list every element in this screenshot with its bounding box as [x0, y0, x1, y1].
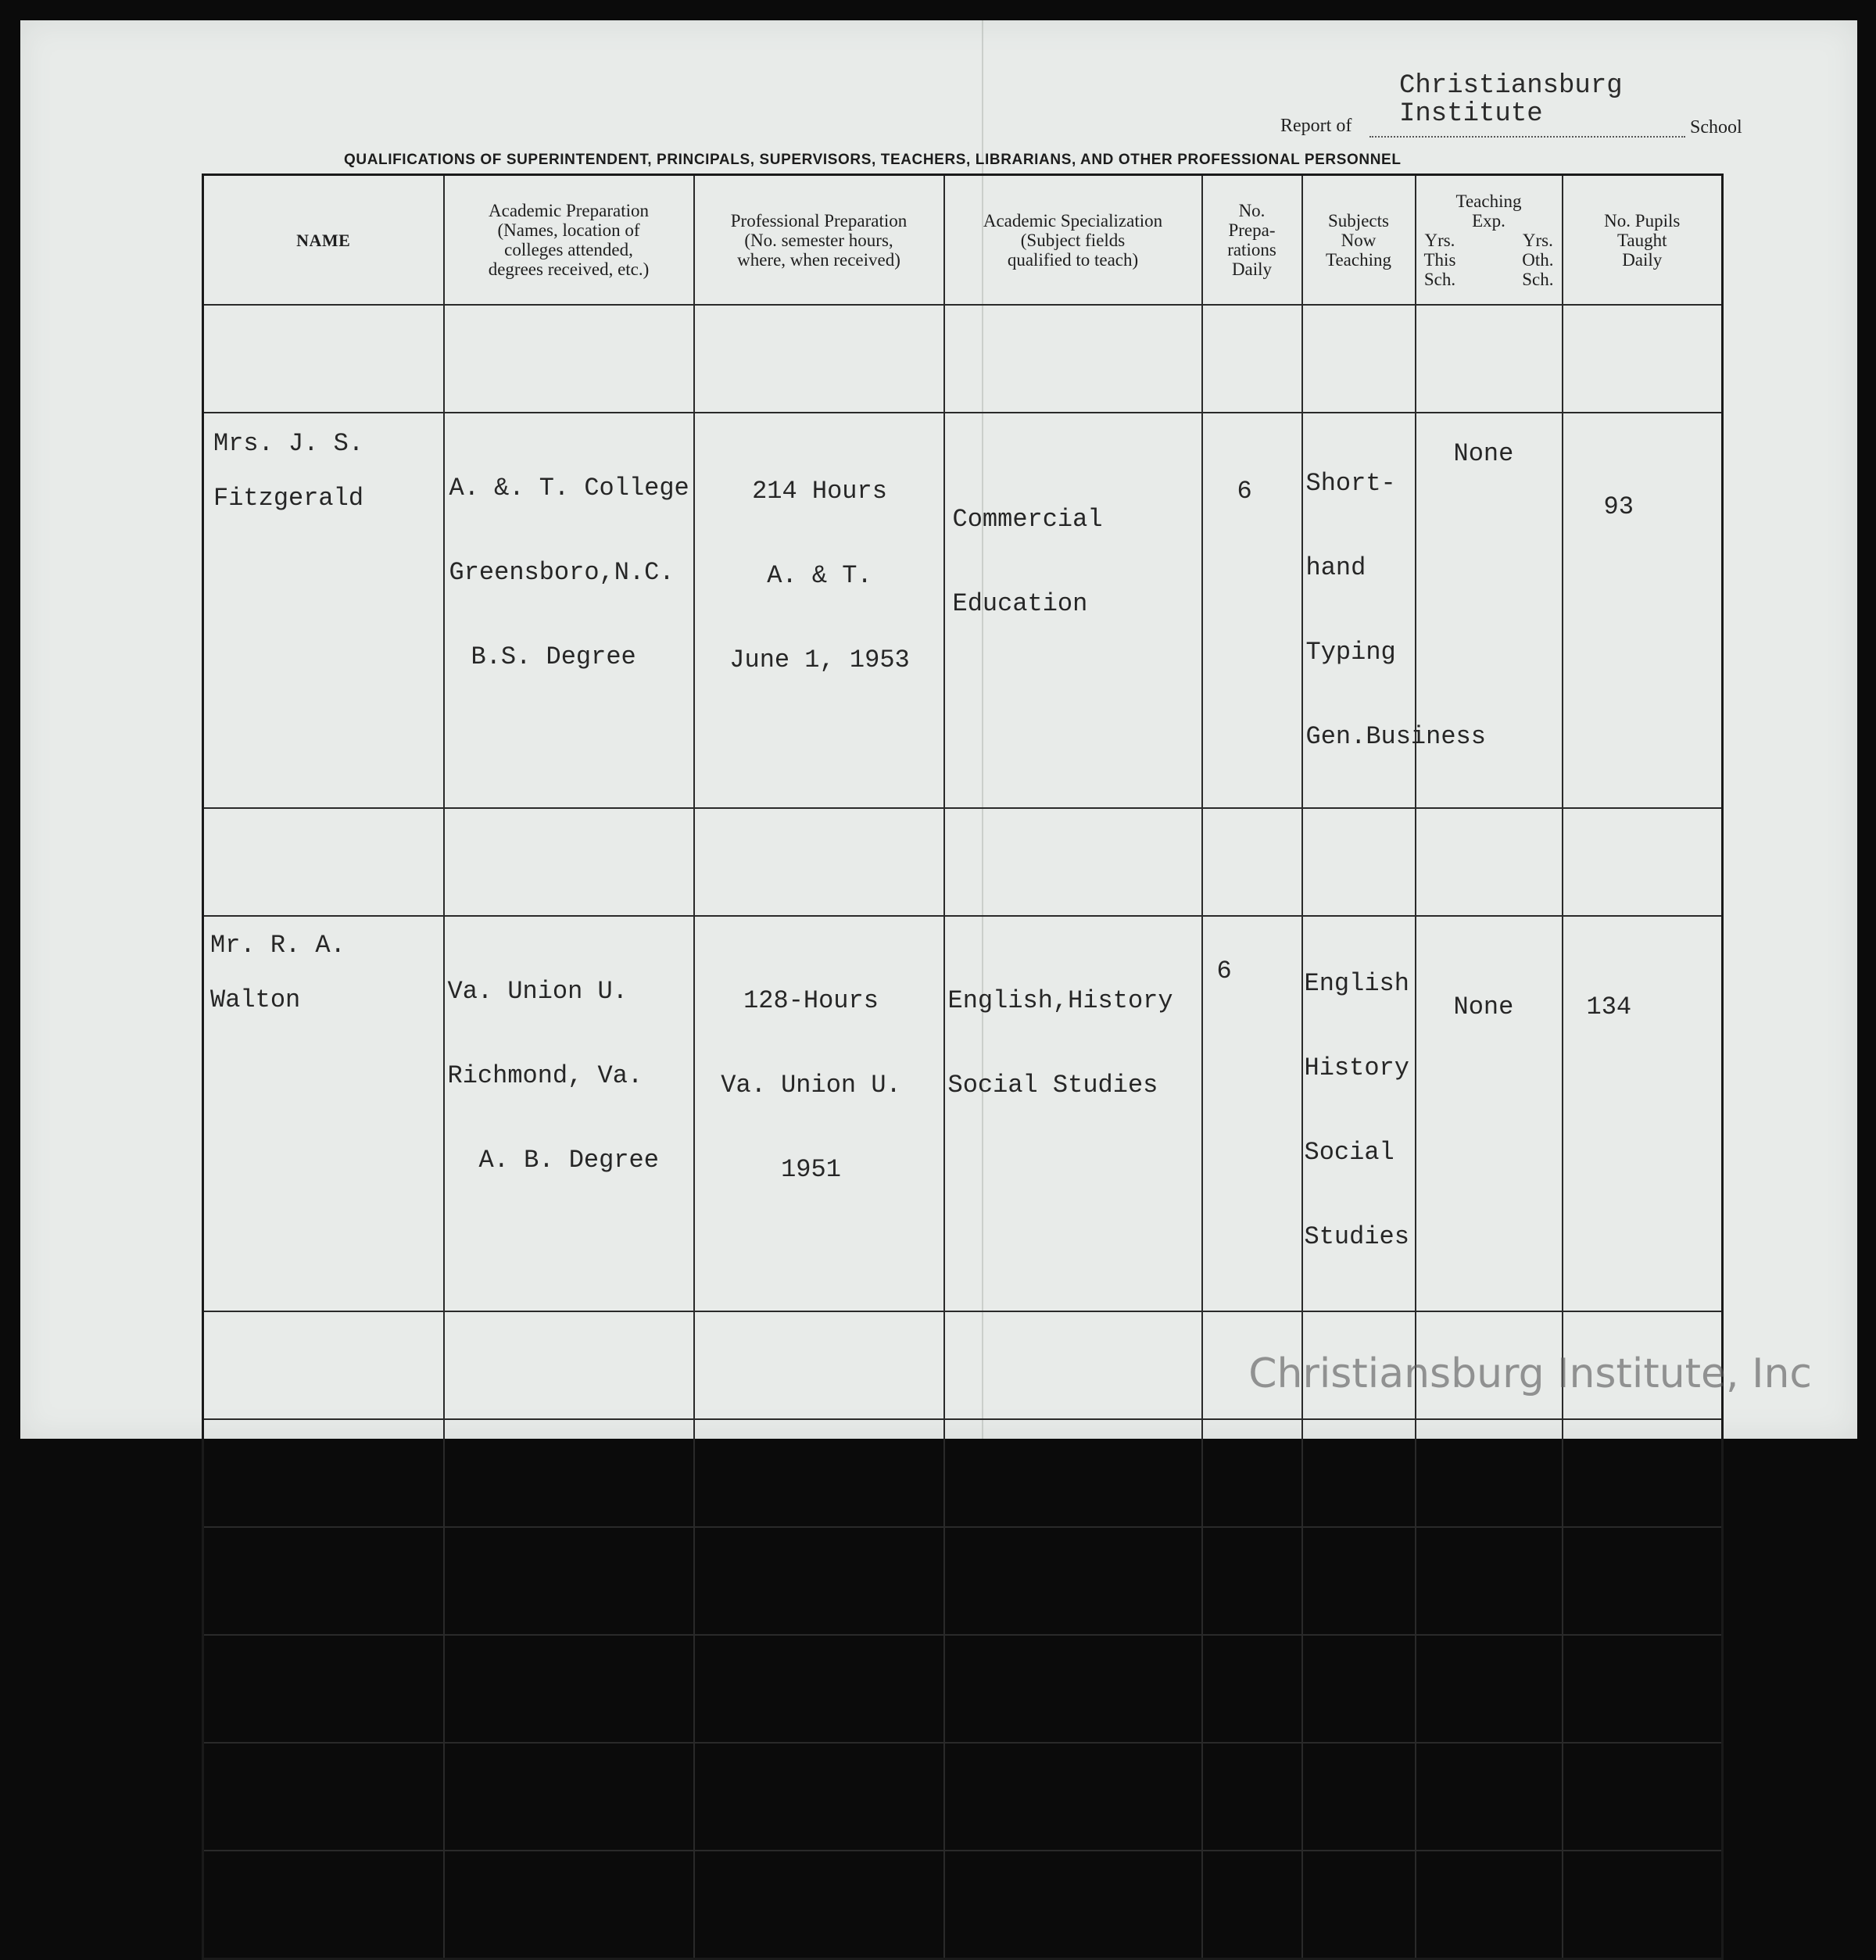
table-cell — [694, 1419, 944, 1527]
watermark: Christiansburg Institute, Inc — [1248, 1350, 1812, 1397]
teaching-exp-value: None — [1453, 439, 1514, 468]
header-row — [203, 175, 1723, 306]
header-line: Daily — [1622, 249, 1663, 270]
col-professional-header — [694, 175, 944, 306]
name-cell — [203, 413, 444, 808]
header-line: Subjects — [1328, 210, 1389, 231]
header-line: colleges attended, — [504, 240, 633, 259]
table-cell — [1563, 808, 1723, 916]
header-line: rations — [1227, 240, 1276, 259]
report-of-label: Report of — [1280, 116, 1352, 136]
professional-cell — [694, 413, 944, 808]
teaching-exp-subheaders — [1416, 231, 1562, 289]
table-cell — [944, 1311, 1202, 1419]
form-title: QUALIFICATIONS OF SUPERINTENDENT, PRINCIPALS, SUPERVISORS, TEACHERS, LIBRARIANS, AND OTHER PROFESSIONAL PERSONNEL — [344, 152, 1402, 168]
table-cell — [944, 305, 1202, 413]
table-cell — [1202, 1635, 1302, 1743]
table-cell — [1302, 1419, 1416, 1527]
table-cell — [944, 1635, 1202, 1743]
header-line: Academic Specialization — [983, 210, 1163, 231]
col-academic-header — [444, 175, 694, 306]
table-cell — [203, 1635, 444, 1743]
academic-line: Va. Union U. — [447, 977, 628, 1006]
header-line: qualified to teach) — [1007, 249, 1139, 270]
col-name-header: NAME — [203, 175, 444, 306]
name-line: Mr. R. A. — [210, 931, 345, 960]
header-line: (No. semester hours, — [744, 230, 893, 250]
subjects-line: Short- — [1305, 469, 1396, 498]
table-cell — [1302, 1635, 1416, 1743]
table-cell — [203, 1311, 444, 1419]
col-subjects-header — [1302, 175, 1416, 306]
table-cell — [694, 1851, 944, 1959]
academic-cell — [444, 413, 694, 808]
table-cell — [444, 1527, 694, 1635]
table-cell — [203, 305, 444, 413]
header-line: Taught — [1616, 230, 1667, 250]
table-cell — [444, 1419, 694, 1527]
subjects-line: Studies — [1304, 1222, 1409, 1251]
table-cell — [203, 1419, 444, 1527]
col-pupils-header — [1563, 175, 1723, 306]
professional-line: 128-Hours — [743, 986, 879, 1015]
table-cell — [944, 808, 1202, 916]
pupils-cell — [1563, 916, 1723, 1311]
table-cell — [1416, 1743, 1563, 1851]
header-line: This — [1423, 249, 1456, 270]
table-cell — [694, 808, 944, 916]
header-line: Yrs. — [1522, 230, 1553, 250]
table-cell — [444, 1743, 694, 1851]
header-line: Sch. — [1423, 269, 1456, 289]
specialization-line: Social Studies — [947, 1071, 1158, 1100]
header-line: Oth. — [1522, 249, 1554, 270]
other-school-subheader — [1522, 231, 1553, 289]
header-line: where, when received) — [737, 249, 900, 270]
subjects-line: Gen.Business — [1305, 722, 1486, 751]
header-line: Sch. — [1522, 269, 1554, 289]
table-cell — [1416, 1635, 1563, 1743]
subjects-line: English — [1304, 969, 1409, 998]
name-line: Walton — [210, 985, 301, 1014]
specialization-line: English,History — [947, 986, 1173, 1015]
school-name — [1399, 72, 1623, 128]
table-cell — [694, 1311, 944, 1419]
table-cell — [444, 808, 694, 916]
this-school-subheader — [1424, 231, 1456, 289]
qualifications-table — [202, 173, 1724, 1960]
table-cell — [1302, 808, 1416, 916]
table-row — [203, 916, 1723, 1311]
table-cell — [944, 1851, 1202, 1959]
table-cell — [1416, 808, 1563, 916]
specialization-cell — [944, 413, 1202, 808]
table-cell — [1202, 1851, 1302, 1959]
table-cell — [1202, 1527, 1302, 1635]
header-line: Teaching — [1326, 249, 1391, 270]
table-row — [203, 808, 1723, 916]
header-line: No. Pupils — [1604, 210, 1681, 231]
table-cell — [1416, 1851, 1563, 1959]
table-cell — [444, 305, 694, 413]
pupils-value: 93 — [1603, 492, 1634, 521]
table-cell — [1302, 305, 1416, 413]
professional-cell — [694, 916, 944, 1311]
teaching-exp-cell — [1416, 916, 1563, 1311]
table-row — [203, 1635, 1723, 1743]
pupils-value: 134 — [1586, 993, 1632, 1021]
table-cell — [1202, 305, 1302, 413]
table-cell — [1563, 305, 1723, 413]
name-line: Mrs. J. S. — [213, 429, 364, 458]
table-cell — [694, 1743, 944, 1851]
professional-line: 214 Hours — [752, 477, 887, 506]
table-cell — [1202, 1419, 1302, 1527]
table-cell — [944, 1419, 1202, 1527]
specialization-cell — [944, 916, 1202, 1311]
table-cell — [203, 1851, 444, 1959]
subjects-line: History — [1304, 1053, 1409, 1082]
table-cell — [1563, 1743, 1723, 1851]
subjects-line: Typing — [1305, 638, 1396, 667]
dotted-rule — [1369, 136, 1685, 138]
header-line: (Names, location of — [497, 220, 640, 240]
preparations-cell — [1202, 413, 1302, 808]
table-cell — [1563, 1635, 1723, 1743]
header-line: Professional Preparation — [730, 210, 908, 231]
header-line: Exp. — [1472, 210, 1505, 231]
table-cell — [1416, 305, 1563, 413]
header-line: Teaching — [1455, 191, 1522, 211]
table-cell — [944, 1743, 1202, 1851]
table-cell — [1563, 1527, 1723, 1635]
professional-line: A. & T. — [767, 561, 872, 590]
academic-line: Greensboro,N.C. — [449, 558, 675, 587]
header-line: Prepa- — [1228, 220, 1276, 240]
table-cell — [1202, 808, 1302, 916]
school-label: School — [1690, 117, 1742, 138]
preparations-value: 6 — [1216, 957, 1232, 985]
table-cell — [1416, 1527, 1563, 1635]
academic-line: B.S. Degree — [471, 642, 636, 671]
table-cell — [1416, 1419, 1563, 1527]
table-cell — [1302, 1743, 1416, 1851]
school-name-line1: Christiansburg — [1399, 71, 1623, 101]
table-row — [203, 1743, 1723, 1851]
table-row — [203, 1419, 1723, 1527]
header-line: Now — [1341, 230, 1377, 250]
table-cell — [1202, 1743, 1302, 1851]
subjects-cell — [1302, 916, 1416, 1311]
preparations-cell — [1202, 916, 1302, 1311]
table-cell — [1302, 1527, 1416, 1635]
table-cell — [944, 1527, 1202, 1635]
specialization-line: Commercial — [952, 505, 1103, 534]
table-cell — [444, 1635, 694, 1743]
name-line: Fitzgerald — [213, 484, 364, 513]
professional-line: Va. Union U. — [721, 1071, 901, 1100]
table-row — [203, 1527, 1723, 1635]
table-cell — [203, 1743, 444, 1851]
table-cell — [694, 1635, 944, 1743]
table-cell — [203, 808, 444, 916]
header-line: Academic Preparation — [489, 201, 649, 220]
table-cell — [203, 1527, 444, 1635]
specialization-line: Education — [952, 589, 1088, 618]
subjects-line: hand — [1305, 553, 1366, 582]
professional-line: June 1, 1953 — [729, 646, 910, 674]
table-row — [203, 1851, 1723, 1959]
header-line: (Subject fields — [1020, 230, 1126, 250]
subjects-line: Social — [1304, 1138, 1394, 1167]
table-row — [203, 305, 1723, 413]
col-specialization-header — [944, 175, 1202, 306]
professional-line: 1951 — [781, 1155, 841, 1184]
report-of-field — [1280, 72, 1765, 150]
school-name-line2: Institute — [1399, 99, 1543, 129]
header-line: degrees received, etc.) — [488, 259, 650, 279]
table-cell — [694, 305, 944, 413]
academic-line: A. &. T. College — [449, 474, 689, 503]
col-preparations-header — [1202, 175, 1302, 306]
table-row — [203, 413, 1723, 808]
table-cell — [694, 1527, 944, 1635]
table-cell — [444, 1851, 694, 1959]
table-cell — [444, 1311, 694, 1419]
teaching-exp-value: None — [1453, 993, 1514, 1021]
table-cell — [1563, 1851, 1723, 1959]
header-line: Yrs. — [1424, 230, 1455, 250]
header-line: Daily — [1231, 259, 1273, 279]
academic-line: Richmond, Va. — [447, 1061, 643, 1090]
academic-cell — [444, 916, 694, 1311]
preparations-value: 6 — [1237, 477, 1252, 506]
col-teaching-exp-header — [1416, 175, 1563, 306]
academic-line: A. B. Degree — [478, 1146, 659, 1175]
table-cell — [1563, 1419, 1723, 1527]
header-line: No. — [1238, 201, 1266, 220]
name-cell — [203, 916, 444, 1311]
table-cell — [1302, 1851, 1416, 1959]
pupils-cell — [1563, 413, 1723, 808]
